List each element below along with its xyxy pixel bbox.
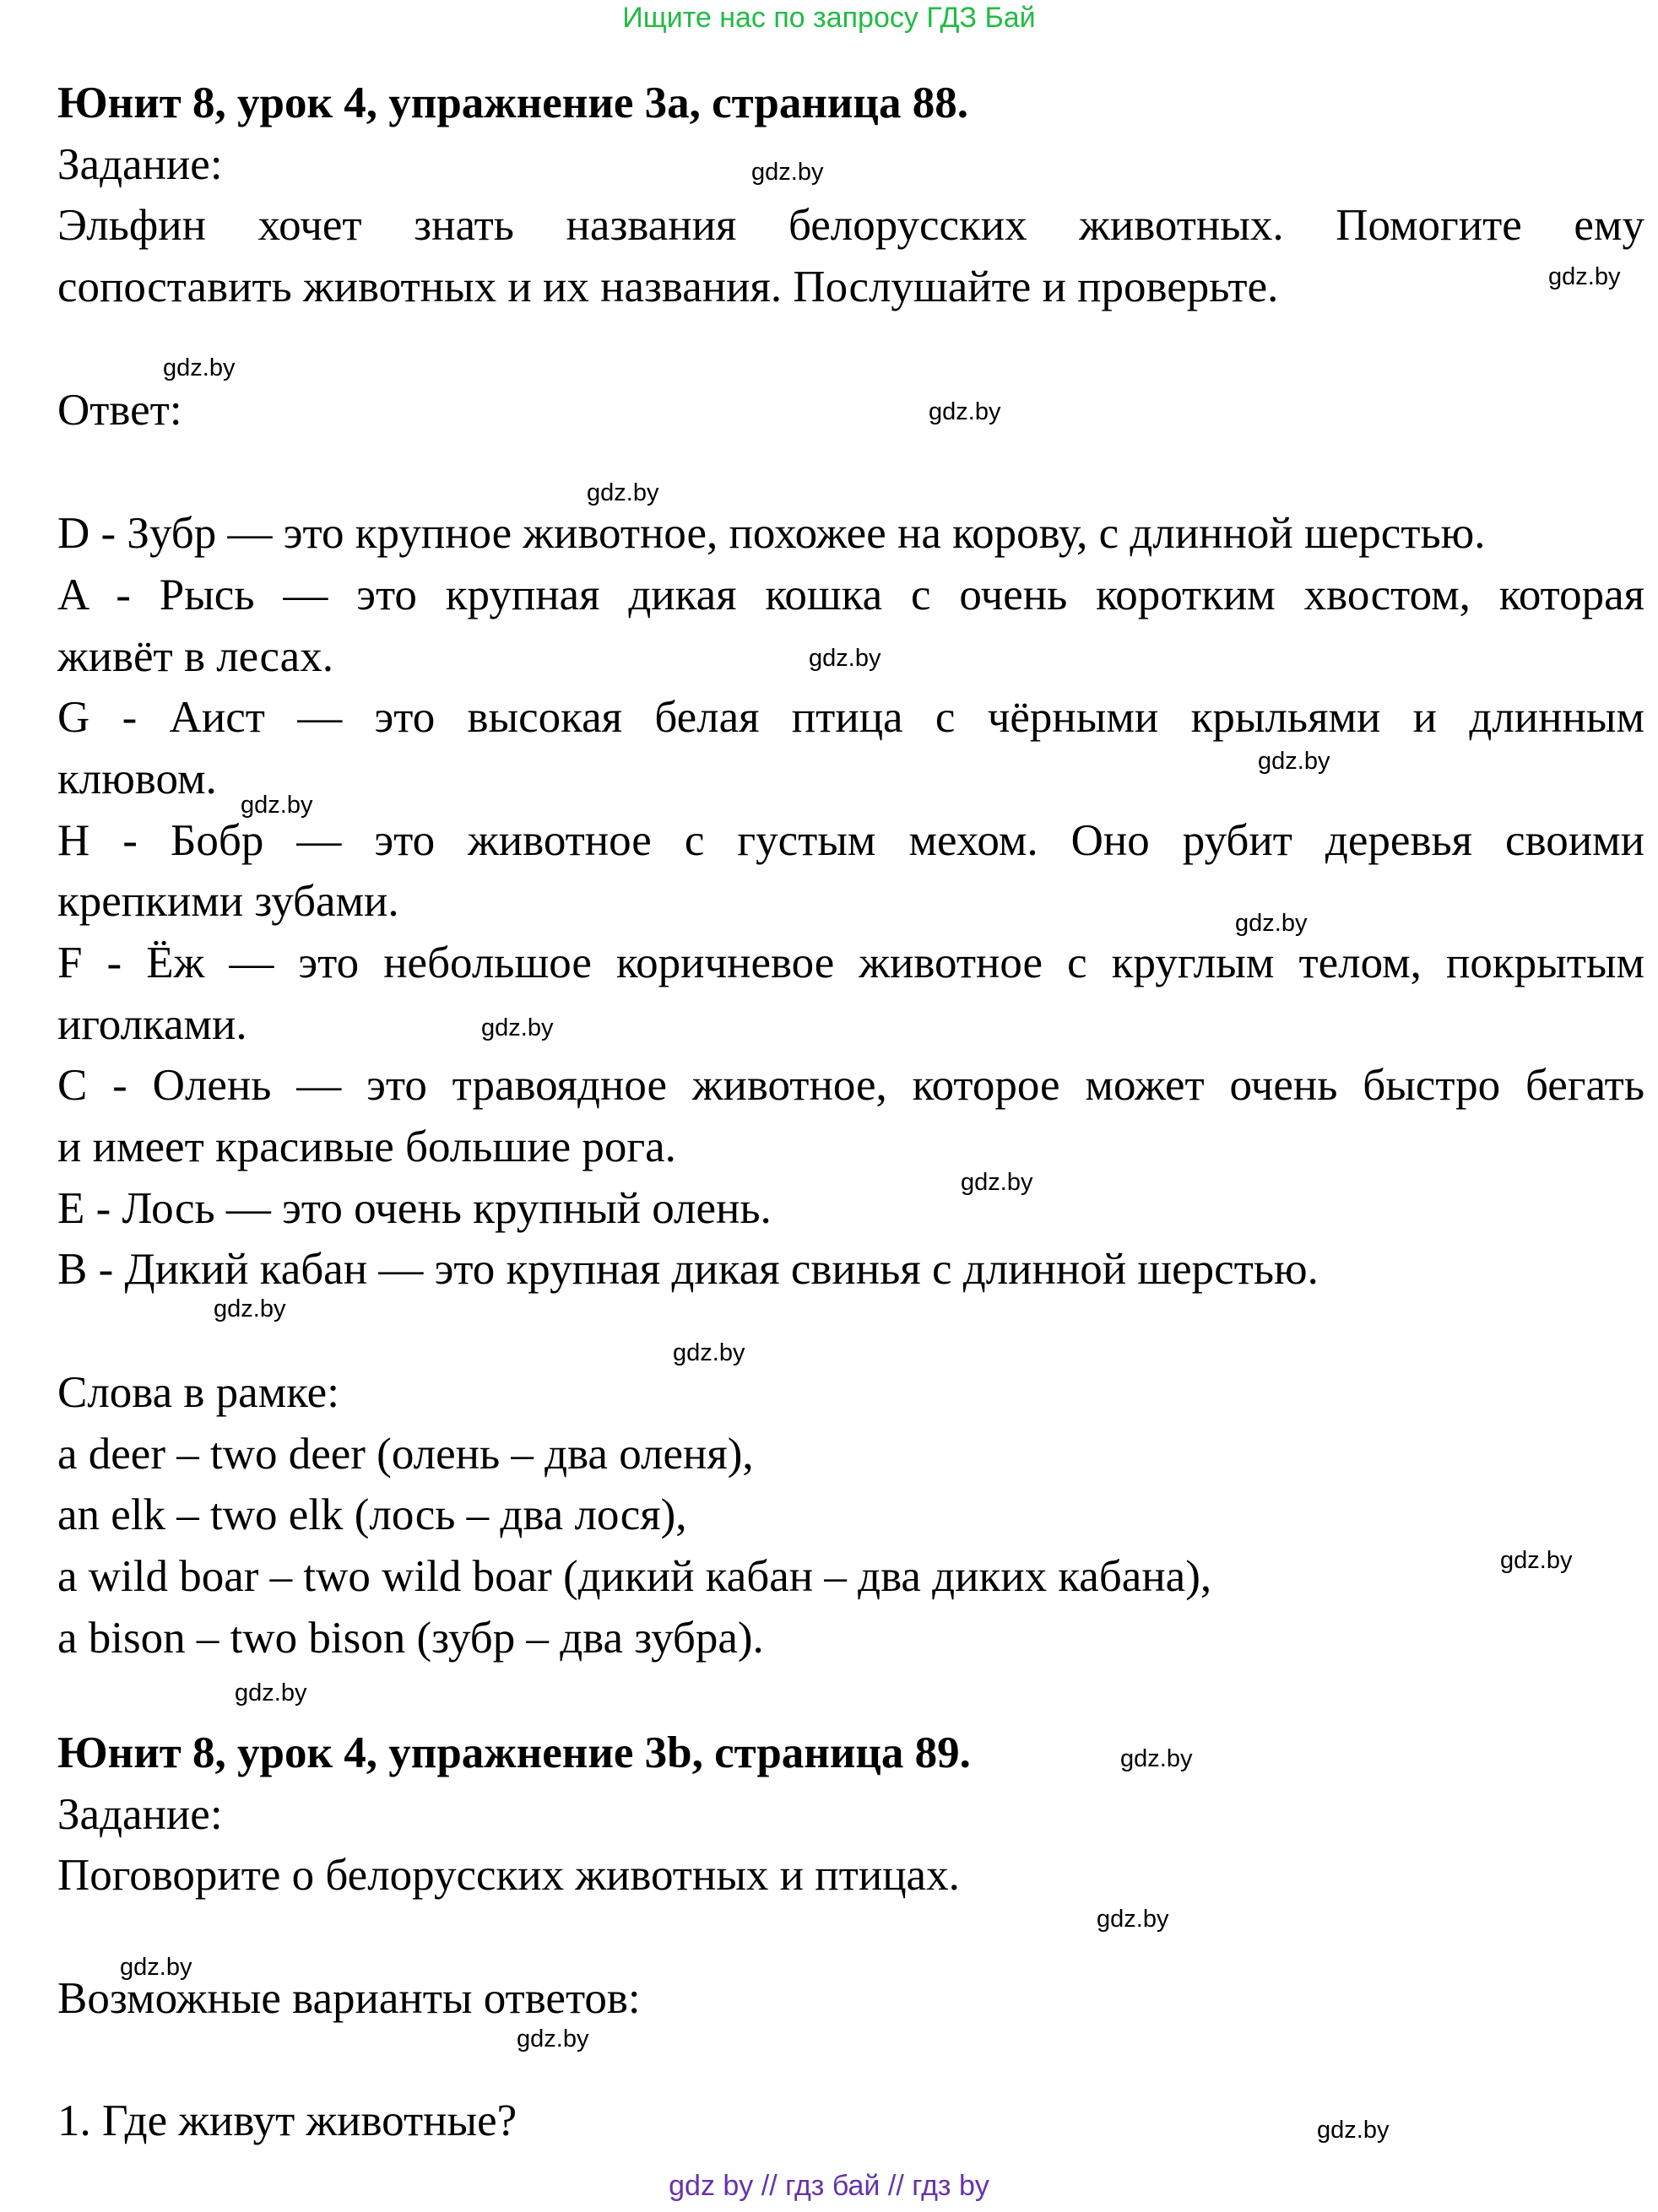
watermark: gdz.by (1548, 263, 1621, 290)
answer-line: C - Олень — это травоядное животное, которое может очень быстро бегать (57, 1061, 1644, 1110)
watermark: gdz.by (1120, 1745, 1193, 1772)
answer-line: E - Лось — это очень крупный олень. (57, 1184, 772, 1233)
answer-line: и имеет красивые большие рога. (57, 1122, 676, 1171)
watermark: gdz.by (517, 2025, 589, 2052)
watermark: gdz.by (214, 1295, 286, 1322)
watermark: gdz.by (1258, 748, 1330, 775)
words-label: Слова в рамке: (57, 1368, 339, 1417)
watermark: gdz.by (929, 398, 1001, 425)
answer-line: B - Дикий кабан — это крупная дикая свинья с длинной шерстью. (57, 1245, 1319, 1294)
answer-line: иголками. (57, 1000, 247, 1049)
exercise-3b-heading: Юнит 8, урок 4, упражнение 3b, страница 89. (57, 1728, 971, 1777)
word-line: an elk – two elk (лось – два лося), (57, 1490, 687, 1539)
exercise-3a-answer-label: Ответ: (57, 386, 182, 435)
word-line: a wild boar – two wild boar (дикий кабан – два диких кабана), (57, 1552, 1212, 1601)
exercise-3a-task-line: сопоставить животных и их названия. Послушайте и проверьте. (57, 262, 1279, 311)
watermark: gdz.by (1500, 1547, 1573, 1574)
answer-line: G - Аист — это высокая белая птица с чёрными крыльями и длинным (57, 693, 1644, 742)
watermark: gdz.by (1235, 910, 1308, 937)
watermark: gdz.by (163, 354, 236, 381)
answer-line: A - Рысь — это крупная дикая кошка с очень коротким хвостом, которая (57, 571, 1644, 619)
answer-line: живёт в лесах. (57, 632, 333, 681)
watermark: gdz.by (1097, 1906, 1169, 1933)
answer-line: F - Ёж — это небольшое коричневое животное с круглым телом, покрытым (57, 938, 1644, 987)
answer-line: крепкими зубами. (57, 877, 399, 926)
watermark: gdz.by (673, 1339, 745, 1366)
exercise-3b-task-line: Поговорите о белорусских животных и птицах. (57, 1851, 960, 1900)
watermark: gdz.by (1317, 2117, 1390, 2144)
watermark: gdz.by (961, 1169, 1033, 1196)
watermark: gdz.by (241, 792, 313, 819)
exercise-3a-task-label: Задание: (57, 140, 223, 189)
answer-line: H - Бобр — это животное с густым мехом. Оно рубит деревья своими (57, 816, 1644, 865)
watermark: gdz.by (481, 1014, 554, 1041)
top-banner: Ищите нас по запросу ГДЗ Бай (622, 2, 1036, 34)
watermark: gdz.by (587, 479, 659, 506)
footer-links: gdz by // гдз бай // гдз by (669, 2170, 989, 2202)
watermark: gdz.by (751, 159, 824, 186)
exercise-3a-task-line: Эльфин хочет знать названия белорусских животных. Помогите ему (57, 201, 1644, 250)
watermark: gdz.by (120, 1954, 192, 1981)
answer-line: D - Зубр — это крупное животное, похожее на корову, с длинной шерстью. (57, 509, 1486, 558)
question-line: 1. Где живут животные? (57, 2096, 517, 2145)
word-line: a deer – two deer (олень – два оленя), (57, 1430, 754, 1479)
exercise-3b-answers-label: Возможные варианты ответов: (57, 1974, 641, 2023)
answer-line: клювом. (57, 754, 217, 803)
watermark: gdz.by (235, 1679, 307, 1706)
exercise-3a-heading: Юнит 8, урок 4, упражнение 3a, страница 88. (57, 78, 968, 127)
exercise-3b-task-label: Задание: (57, 1790, 223, 1839)
watermark: gdz.by (809, 645, 881, 672)
word-line: a bison – two bison (зубр – два зубра). (57, 1614, 764, 1663)
